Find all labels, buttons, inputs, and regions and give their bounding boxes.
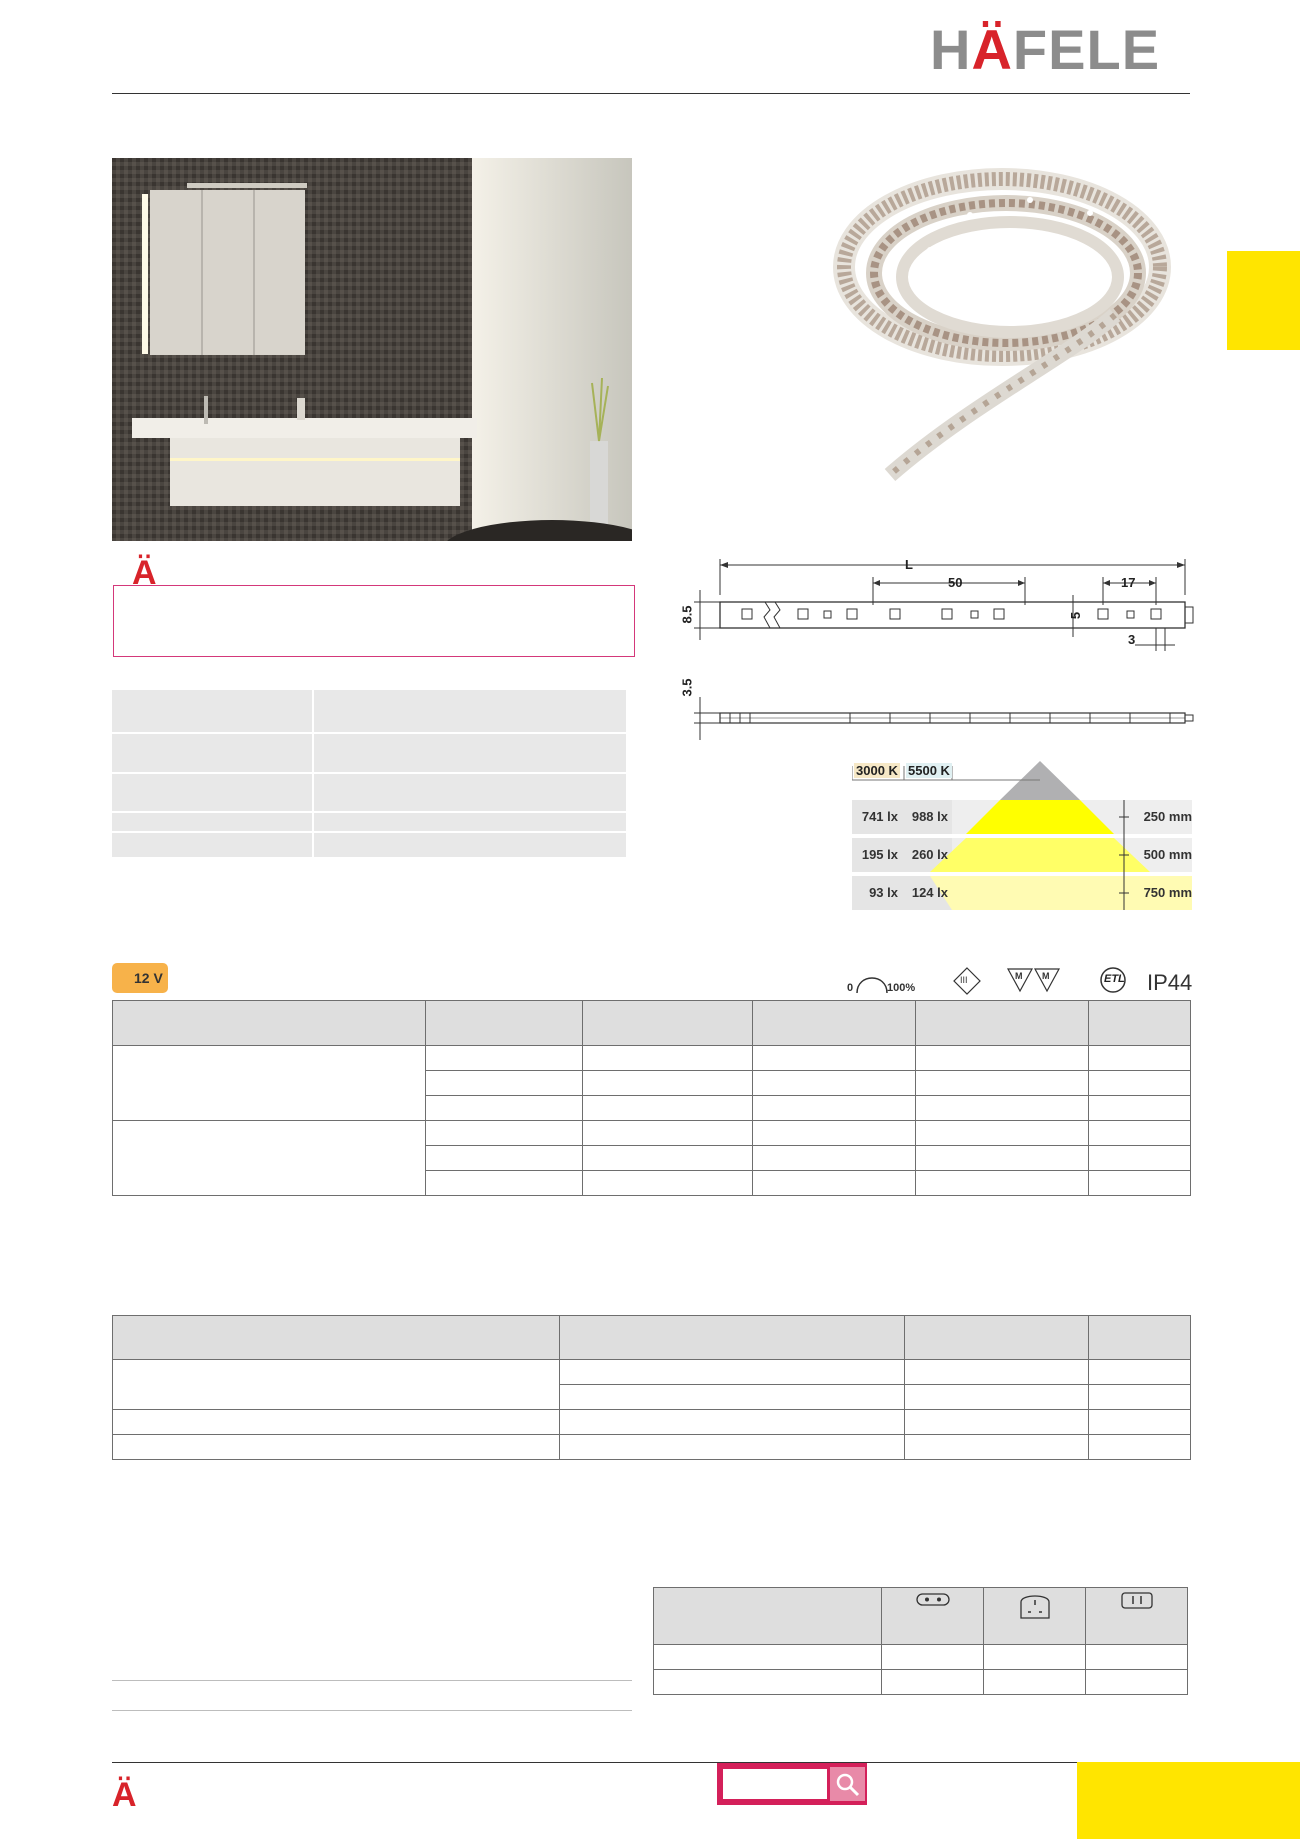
table-row — [113, 1046, 1191, 1071]
spec-table — [112, 690, 626, 857]
table-header-row — [113, 1316, 1191, 1360]
euro-plug-icon — [913, 1588, 953, 1608]
table-header-cell — [1086, 1588, 1188, 1645]
spec-col-divider — [312, 690, 314, 857]
table-header-cell — [113, 1001, 426, 1046]
lux-distance: 250 mm — [1143, 809, 1192, 824]
lux-header-warm: 3000 K — [856, 763, 898, 778]
lux-warm-value: 195 lx — [861, 847, 898, 862]
table-header-cell — [905, 1316, 1089, 1360]
lux-warm-value: 741 lx — [861, 809, 898, 824]
table-group-cell — [113, 1360, 560, 1410]
search-icon — [830, 1767, 865, 1801]
dimming-end-label: 100% — [887, 982, 916, 994]
table-header-cell — [753, 1001, 916, 1046]
callout-mark: Ä — [132, 554, 157, 592]
table-header-cell — [426, 1001, 583, 1046]
spec-row-divider — [112, 831, 626, 833]
callout-box — [113, 585, 635, 657]
search-input[interactable] — [723, 1769, 827, 1799]
mm-icon-right: M — [1042, 971, 1050, 981]
dim-led-size-label: 5 — [1068, 611, 1084, 620]
table-row — [654, 1645, 1188, 1670]
lux-distance: 750 mm — [1143, 885, 1192, 900]
dimension-drawing — [680, 555, 1200, 750]
table-header-cell — [882, 1588, 984, 1645]
table-row — [113, 1435, 1191, 1460]
lux-distance: 500 mm — [1143, 847, 1192, 862]
table-group-cell — [113, 1046, 426, 1121]
article-table — [112, 1000, 1191, 1196]
dim-height-label: 3.5 — [679, 678, 695, 697]
table-header-cell — [915, 1001, 1089, 1046]
table-group-cell — [113, 1121, 426, 1196]
dim-cut-spacing-label: 50 — [948, 575, 963, 590]
accessory-table — [112, 1315, 1191, 1460]
table-header-row — [113, 1001, 1191, 1046]
table-header-cell — [113, 1316, 560, 1360]
spec-row-divider — [112, 772, 626, 774]
dim-offset-label: 3 — [1128, 632, 1136, 647]
lux-cool-value: 124 lx — [911, 885, 948, 900]
table-header-row — [654, 1588, 1188, 1645]
protection-class-icon: III — [960, 975, 968, 985]
mm-icon-left: M — [1015, 971, 1023, 981]
footer-yellow-tab — [1077, 1762, 1300, 1839]
certification-icons — [845, 965, 1195, 1000]
table-header-cell — [984, 1588, 1086, 1645]
table-row — [113, 1121, 1191, 1146]
lux-header-cool: 5500 K — [908, 763, 950, 778]
section-tab[interactable] — [1227, 251, 1300, 350]
product-photo — [112, 158, 632, 541]
brand-logo — [930, 18, 1161, 81]
table-header-cell — [654, 1588, 882, 1645]
footer-mark: Ä — [112, 1776, 137, 1814]
footer-divider — [112, 1762, 1077, 1763]
lux-cool-value: 988 lx — [911, 809, 948, 824]
dim-length-label: L — [905, 557, 913, 572]
form-line — [112, 1680, 632, 1681]
lux-diagram — [852, 758, 1192, 913]
dim-led-pitch-label: 17 — [1121, 575, 1136, 590]
uk-plug-icon — [1015, 1588, 1055, 1624]
header-divider — [112, 93, 1190, 94]
lux-warm-value: 93 lx — [869, 885, 898, 900]
spec-row-divider — [112, 811, 626, 813]
spec-row-divider — [112, 732, 626, 734]
us-plug-icon — [1117, 1588, 1157, 1612]
etl-listed-icon: ETL — [1104, 973, 1125, 985]
table-header-cell — [1089, 1316, 1191, 1360]
dimming-start-label: 0 — [847, 982, 854, 994]
lux-cool-value: 260 lx — [911, 847, 948, 862]
table-header-cell — [1089, 1001, 1191, 1046]
form-line — [112, 1710, 632, 1711]
table-row — [654, 1670, 1188, 1695]
table-header-cell — [559, 1316, 905, 1360]
plug-table — [653, 1587, 1188, 1695]
ip-rating-label: IP44 — [1147, 970, 1193, 995]
table-row — [113, 1410, 1191, 1435]
brand-logo-text: HÄFELE — [930, 18, 1161, 81]
voltage-badge: 12 V — [112, 963, 168, 993]
table-row — [113, 1360, 1191, 1385]
dim-width-label: 8.5 — [679, 605, 695, 624]
table-header-cell — [582, 1001, 753, 1046]
search-button[interactable] — [830, 1767, 865, 1801]
led-strip-image — [770, 155, 1190, 495]
